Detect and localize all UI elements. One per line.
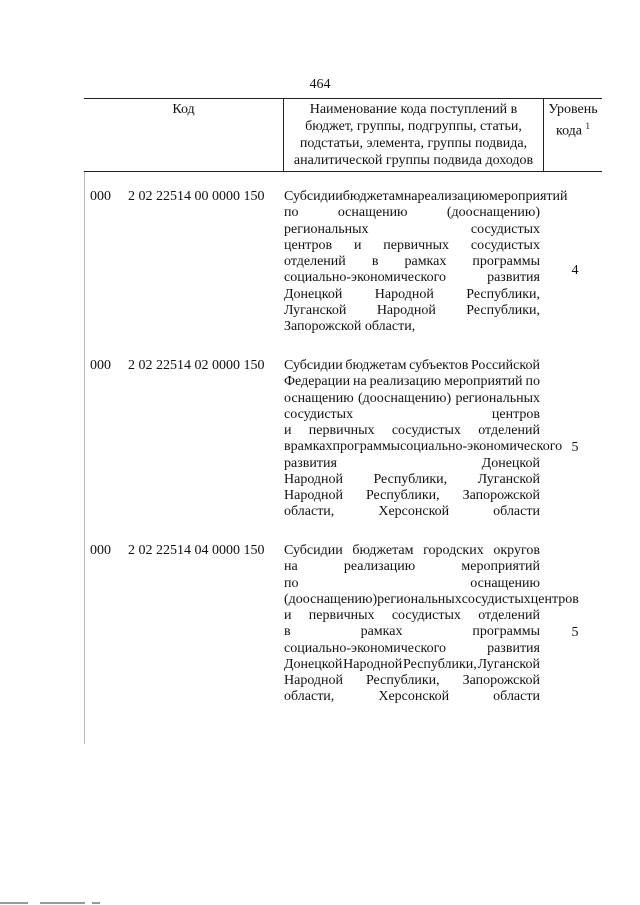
income-name-line: Субсидии бюджетам на реализацию мероприятий <box>284 189 568 204</box>
header-level <box>544 101 602 140</box>
income-name-line: и первичных сосудистых отделений <box>284 608 540 623</box>
admin-code: 000 <box>90 543 111 558</box>
income-name-line: по оснащению (дооснащению) <box>284 205 540 221</box>
income-name-line: (дооснащению) региональных сосудистых центров <box>284 591 579 607</box>
income-name-line: в рамках программы <box>284 624 540 640</box>
income-name-line: сосудистых центров <box>284 406 540 422</box>
header-level-line: Уровень <box>548 102 598 117</box>
code-level: 5 <box>571 625 579 640</box>
income-name-line: на реализацию мероприятий <box>284 559 540 575</box>
left-margin-rule <box>84 172 85 744</box>
scan-edge-mark <box>40 902 85 904</box>
footnote-mark: 1 <box>585 121 591 131</box>
header-level-word: кода <box>555 123 583 139</box>
income-name-line: Луганской Народной Республики, <box>284 302 540 318</box>
table-header <box>84 98 602 172</box>
income-name-line: Донецкой Народной Республики, <box>284 286 540 302</box>
income-name-line: Запорожской области, <box>284 319 416 334</box>
admin-code: 000 <box>90 189 111 204</box>
income-name-line: Субсидии бюджетам субъектов Российской <box>284 358 540 373</box>
header-name-line: аналитической группы подвида доходов <box>293 153 534 168</box>
header-name <box>284 101 543 169</box>
income-code: 2 02 22514 02 0000 150 <box>128 358 265 373</box>
income-name-line: центров и первичных сосудистых <box>284 237 540 253</box>
income-name-line: Субсидии бюджетам городских округов <box>284 543 540 558</box>
income-code: 2 02 22514 04 0000 150 <box>128 543 265 558</box>
income-name-line: социально-экономического развития <box>284 640 540 656</box>
income-name-line: Донецкой Народной Республики, Луганской <box>284 656 540 672</box>
income-name <box>284 189 568 335</box>
admin-code: 000 <box>90 358 111 373</box>
code-level: 5 <box>571 440 579 455</box>
header-code: Код <box>172 102 195 117</box>
income-name-line: области, Херсонской области <box>284 689 540 705</box>
scan-edge-mark <box>0 902 28 904</box>
code-level: 4 <box>571 263 579 278</box>
page-number: 464 <box>309 77 331 92</box>
income-name-line: социально-экономического развития <box>284 270 540 286</box>
income-name-line: региональных сосудистых <box>284 221 540 237</box>
income-name <box>284 358 563 537</box>
income-name-line: Народной Республики, Запорожской <box>284 673 540 688</box>
header-name-line: бюджет, группы, подгруппы, статьи, <box>305 119 522 134</box>
income-name-line: и первичных сосудистых отделений <box>284 423 540 438</box>
income-name-line: Федерации на реализацию мероприятий по <box>284 374 540 390</box>
header-level-line <box>544 118 602 140</box>
income-name-line <box>284 521 540 537</box>
header-name-line: Наименование кода поступлений в <box>309 102 518 117</box>
income-name-line: Народной Республики, Луганской <box>284 471 540 487</box>
income-name-line: в рамках программы социально-экономического <box>284 439 563 455</box>
income-name-line: оснащению (дооснащению) региональных <box>284 390 540 406</box>
income-name <box>284 543 579 722</box>
header-name-line: подстатьи, элемента, группы подвида, <box>299 136 528 151</box>
income-name-line: Народной Республики, Запорожской <box>284 488 540 503</box>
income-name-line <box>284 706 540 722</box>
income-name-line: по оснащению <box>284 575 540 591</box>
income-code: 2 02 22514 00 0000 150 <box>128 189 265 204</box>
income-name-line: отделений в рамках программы <box>284 254 540 269</box>
scan-edge-mark <box>92 902 100 904</box>
income-name-line: развития Донецкой <box>284 455 540 471</box>
income-name-line: области, Херсонской области <box>284 504 540 520</box>
